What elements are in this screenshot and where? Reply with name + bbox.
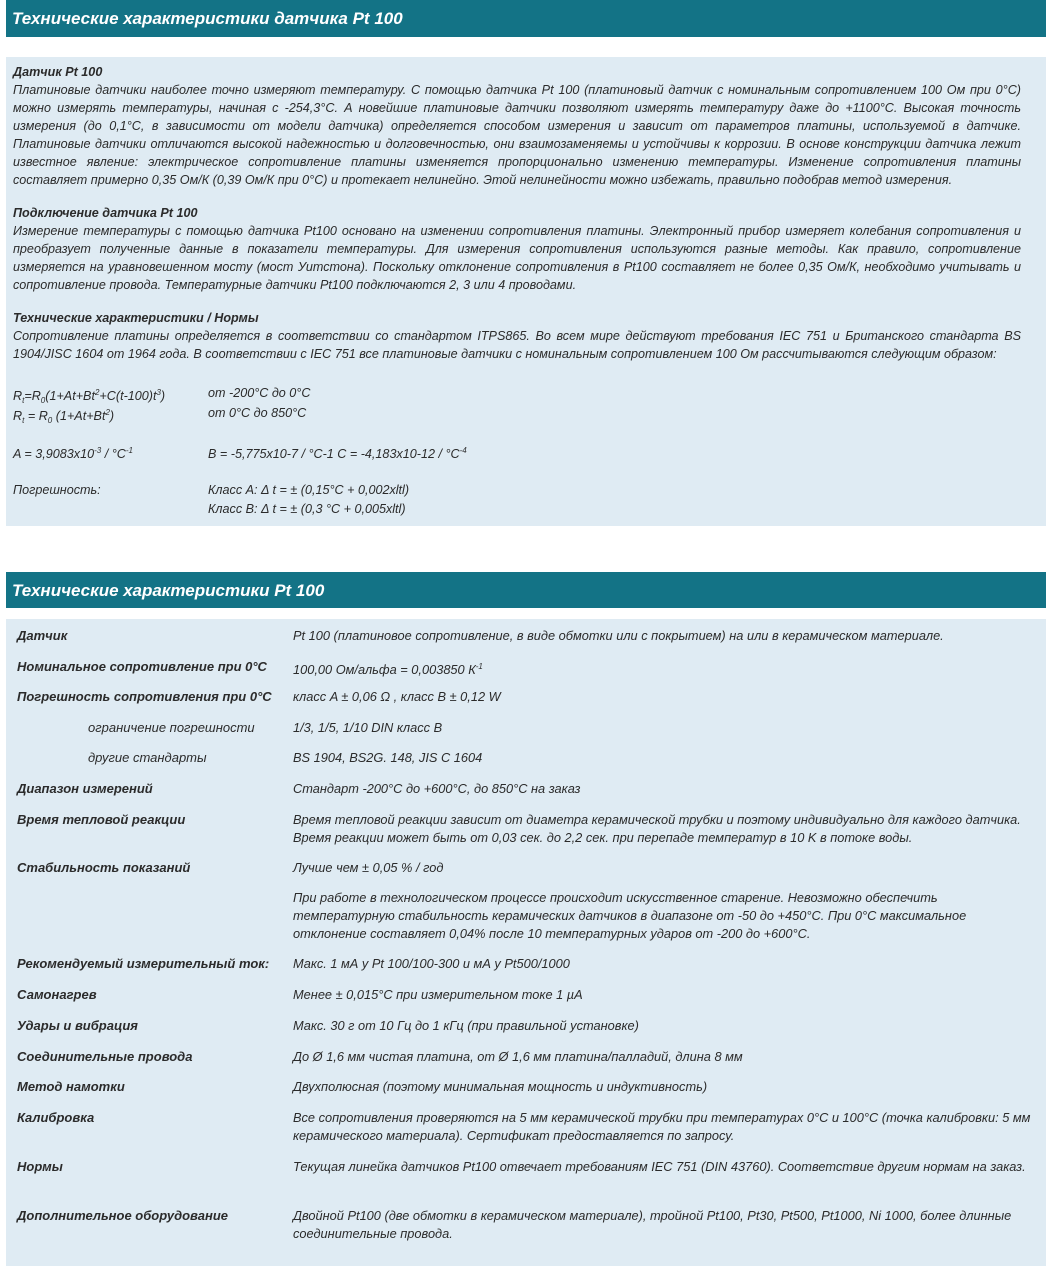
spec-value: Текущая линейка датчиков Pt100 отвечает требованиям IEC 751 (DIN 43760). Соответствие другим нормам на заказ.	[293, 1159, 1026, 1174]
spec-value: Макс. 30 г от 10 Гц до 1 кГц (при правильной установке)	[293, 1018, 639, 1033]
error-class-a: Класс A: Δ t = ± (0,15°C + 0,002xltl)	[208, 483, 410, 497]
error-label: Погрешность:	[13, 483, 101, 497]
block-text: Измерение температуры с помощью датчика Pt100 основано на изменении сопротивления платины. Электронный прибор измеряет колебания сопротивления и преобразует полученные данные в показатели температуры. Для измерения сопротивления используются разные методы. Как правило, сопротивление измеряется на уравновешенном мосту (мост Уитстона). Поскольку отклонение сопротивления в Pt100 составляет не более 0,35 Ом/К, необходимо учитывать и сопротивление провода. Температурные датчики Pt100 подключаются 2, 3 или 4 проводами.	[13, 224, 1021, 292]
spec-label: ограничение погрешности	[88, 720, 255, 735]
spec-label: Метод намотки	[17, 1079, 125, 1094]
section-header: Технические характеристики датчика Pt 100	[6, 0, 1046, 37]
error-class-b: Класс B: Δ t = ± (0,3 °C + 0,005xltl)	[208, 502, 406, 516]
spec-label: Номинальное сопротивление при 0°C	[17, 659, 267, 674]
coefficient-b-c: B = -5,775x10-7 / °C-1 $C = -4,183x10-12 / ^\circ C^{-4}$	[208, 446, 467, 461]
spec-label: Нормы	[17, 1159, 63, 1174]
spec-label: Удары и вибрация	[17, 1018, 138, 1033]
block-title: Подключение датчика Pt 100	[13, 206, 198, 220]
spec-value: Двухполюсная (поэтому минимальная мощность и индуктивность)	[293, 1079, 708, 1094]
spec-value: Pt 100 (платиновое сопротивление, в виде обмотки или с покрытием) на или в керамическом материале.	[293, 628, 944, 643]
formula-rt-high: $R_t = R_0$ $(1+At+Bt^2)$	[13, 408, 115, 425]
spec-label: Дополнительное оборудование	[17, 1208, 228, 1223]
spec-label: Рекомендуемый измерительный ток:	[17, 956, 270, 971]
spec-label: Датчик	[17, 628, 68, 643]
spec-value: Двойной Pt100 (две обмотки в керамическом материале), тройной Pt100, Pt30, Pt500, Pt1000, Ni 1000, более длинные соединительные провода.	[293, 1208, 1012, 1241]
spec-label: Погрешность сопротивления при 0°C	[17, 689, 272, 704]
formula-range: от 0°C до 850°C	[208, 406, 307, 420]
spec-label: Калибровка	[17, 1110, 95, 1125]
pt100-info-panel	[6, 57, 1046, 526]
block-title: Датчик Pt 100	[13, 65, 103, 79]
spec-label: Стабильность показаний	[17, 860, 191, 875]
spec-value: Время тепловой реакции зависит от диаметра керамической трубки и поэтому индивидуально для каждого датчика. Время реакции может быть от 0,03 сек. до 2,2 сек. при перепаде температур в 10 K в потоке воды.	[293, 812, 1021, 845]
formula-rt-low: $R_t=R_0(1+At+Bt^2+C(t-100)t^3)$	[13, 388, 166, 405]
block-text: Сопротивление платины определяется в соответствии со стандартом ITPS865. Во всем мире действуют требования IEC 751 и Британского стандарта BS 1904/JISC 1604 от 1964 года. В соответствии с IEC 751 все платиновые датчики с номинальным сопротивлением 100 Ом рассчитываются следующим образом:	[13, 329, 1021, 361]
spec-value: BS 1904, BS2G. 148, JIS C 1604	[293, 750, 483, 765]
spec-label: другие стандарты	[88, 750, 207, 765]
spec-label: Соединительные провода	[17, 1049, 193, 1064]
spec-value: Макс. 1 мА у Pt 100/100-300 и мА у Pt500/1000	[293, 956, 570, 971]
spec-label: Время тепловой реакции	[17, 812, 186, 827]
formula-range: от -200°C до 0°C	[208, 386, 311, 400]
coefficient-a: $A = 3,9083x10^{-3} / ^\circ C^{-1}$	[13, 446, 133, 461]
spec-value: До Ø 1,6 мм чистая платина, от Ø 1,6 мм платина/палладий, длина 8 мм	[293, 1049, 743, 1064]
spec-value: 100,00 Ом/альфа = 0,003850 $К^{-1}$	[293, 662, 483, 677]
section-header: Технические характеристики Pt 100	[6, 572, 1046, 608]
spec-label: Самонагрев	[17, 987, 97, 1002]
spec-value: Все сопротивления проверяются на 5 мм керамической трубки при температурах 0°C и 100°C (точка калибровки: 5 мм керамического материала). Сертификат предоставляется по запросу.	[293, 1110, 1031, 1143]
spec-value: Лучше чем ± 0,05 % / год	[293, 860, 444, 875]
spec-value: класс A ± 0,06 Ω , класс B ± 0,12 W	[293, 689, 501, 704]
spec-value: 1/3, 1/5, 1/10 DIN класс B	[293, 720, 443, 735]
block-text: Платиновые датчики наиболее точно измеряют температуру. С помощью датчика Pt 100 (платиновый датчик с номинальным сопротивлением 100 Ом при 0°C) можно измерять температуры, начиная с -254,3°C. А новейшие платиновые датчики позволяют измерять температуру даже до +1100°C. Высокая точность измерения (до 0,1°C, в зависимости от модели датчика) определяется способом измерения и зависит от параметров платины, используемой в датчике. Платиновые датчики отличаются высокой надежностью и долговечностью, они взаимозаменяемы и устойчивы к коррозии. В основе конструкции датчика лежит известное явление: электрическое сопротивление платины изменяется пропорционально изменению температуры. Изменение сопротивления платины составляет примерно 0,35 Ом/К (0,39 Ом/К при 0°C) и протекает нелинейно. Этой нелинейности можно избежать, правильно подобрав метод измерения.	[13, 83, 1021, 187]
spec-value: Менее ± 0,015°C при измерительном токе 1 µA	[293, 987, 583, 1002]
spec-table	[6, 619, 1046, 1266]
spec-value: Стандарт -200°C до +600°C, до 850°C на заказ	[293, 781, 581, 796]
block-title: Технические характеристики / Нормы	[13, 311, 259, 325]
spec-label: Диапазон измерений	[17, 781, 153, 796]
spec-value: При работе в технологическом процессе происходит искусственное старение. Невозможно обеспечить температурную стабильность керамических датчиков в диапазоне от -50 до +450°C. При 0°C максимальное отклонение составляет 0,04% после 10 температурных ударов от -200 до +600°C.	[293, 890, 967, 941]
